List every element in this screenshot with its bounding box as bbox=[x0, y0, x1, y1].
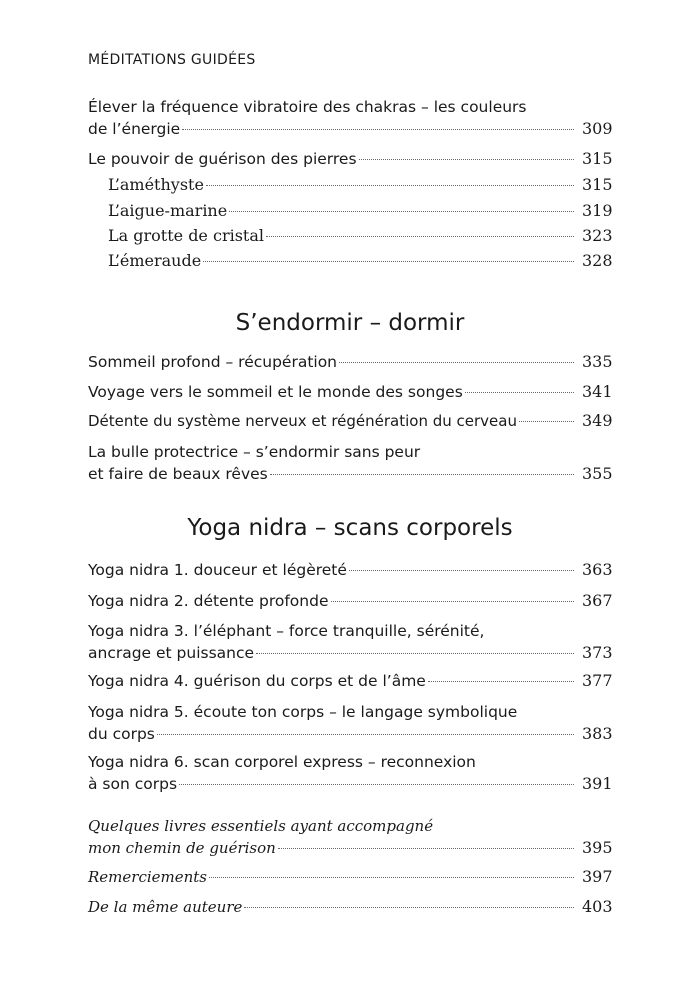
toc-entry-text: Le pouvoir de guérison des pierres bbox=[88, 150, 357, 168]
page-number: 319 bbox=[582, 201, 613, 220]
toc-entry-text: de l’énergie bbox=[88, 120, 181, 138]
running-head: MÉDITATIONS GUIDÉES bbox=[88, 52, 256, 68]
dot-leader bbox=[359, 159, 574, 160]
toc-entry-text: mon chemin de guérison bbox=[88, 839, 276, 857]
dot-leader bbox=[349, 570, 574, 571]
toc-entry-text: Yoga nidra 3. l’éléphant – force tranquille, sérénité, bbox=[88, 622, 485, 640]
toc-entry-text: Yoga nidra 4. guérison du corps et de l’âme bbox=[88, 672, 426, 690]
page-number: 391 bbox=[582, 774, 613, 793]
section-title: Yoga nidra – scans corporels bbox=[187, 515, 513, 541]
toc-entry-text: La bulle protectrice – s’endormir sans peur bbox=[88, 443, 421, 461]
toc-subentry[interactable] bbox=[108, 225, 612, 247]
page-number: 315 bbox=[582, 149, 613, 168]
toc-entry-text: La grotte de cristal bbox=[108, 226, 265, 245]
toc-entry[interactable] bbox=[88, 815, 612, 859]
page-number: 383 bbox=[582, 724, 613, 743]
toc-entry-text: du corps bbox=[88, 725, 155, 743]
toc-entry[interactable] bbox=[88, 751, 612, 795]
page-number: 367 bbox=[582, 591, 613, 610]
toc-entry[interactable] bbox=[88, 866, 612, 888]
toc-entry[interactable] bbox=[88, 559, 612, 581]
dot-leader bbox=[270, 474, 574, 475]
page-number: 397 bbox=[582, 867, 613, 886]
page-number: 403 bbox=[582, 897, 613, 916]
dot-leader bbox=[278, 848, 574, 849]
page-number: 377 bbox=[582, 671, 613, 690]
page-number: 315 bbox=[582, 175, 613, 194]
toc-entry[interactable] bbox=[88, 670, 612, 692]
page-number: 355 bbox=[582, 464, 613, 483]
toc-entry[interactable] bbox=[88, 410, 612, 432]
page-number: 341 bbox=[582, 382, 613, 401]
dot-leader bbox=[465, 392, 574, 393]
toc-entry-text: Yoga nidra 6. scan corporel express – reconnexion bbox=[88, 753, 476, 771]
page-number: 373 bbox=[582, 643, 613, 662]
toc-entry[interactable] bbox=[88, 96, 612, 140]
dot-leader bbox=[203, 261, 574, 262]
dot-leader bbox=[182, 129, 574, 130]
dot-leader bbox=[339, 362, 574, 363]
toc-entry-text: Sommeil profond – récupération bbox=[88, 353, 338, 371]
toc-entry-text: L’améthyste bbox=[108, 175, 204, 194]
toc-entry-text: Yoga nidra 1. douceur et légèreté bbox=[88, 561, 347, 579]
toc-entry-text: Voyage vers le sommeil et le monde des songes bbox=[88, 383, 463, 401]
toc-entry-text: ancrage et puissance bbox=[88, 644, 255, 662]
toc-entry-text: à son corps bbox=[88, 775, 178, 793]
dot-leader bbox=[179, 784, 574, 785]
toc-entry-text: De la même auteure bbox=[88, 898, 243, 916]
toc-entry-text: et faire de beaux rêves bbox=[88, 465, 268, 483]
toc-entry[interactable] bbox=[88, 381, 612, 403]
page-number: 349 bbox=[582, 411, 613, 430]
dot-leader bbox=[229, 211, 574, 212]
toc-entry[interactable] bbox=[88, 701, 612, 745]
toc-entry[interactable] bbox=[88, 896, 612, 918]
dot-leader bbox=[157, 734, 574, 735]
dot-leader bbox=[209, 877, 574, 878]
dot-leader bbox=[428, 681, 574, 682]
toc-entry[interactable] bbox=[88, 441, 612, 485]
toc-entry-text: Yoga nidra 2. détente profonde bbox=[88, 592, 329, 610]
page-number: 323 bbox=[582, 226, 613, 245]
page-number: 328 bbox=[582, 251, 613, 270]
page-number: 335 bbox=[582, 352, 613, 371]
toc-entry-text: Détente du système nerveux et régénération du cerveau bbox=[88, 412, 517, 430]
dot-leader bbox=[519, 421, 574, 422]
dot-leader bbox=[266, 236, 574, 237]
toc-entry[interactable] bbox=[88, 148, 612, 170]
dot-leader bbox=[256, 653, 574, 654]
section-title: S’endormir – dormir bbox=[235, 310, 465, 336]
dot-leader bbox=[331, 601, 575, 602]
toc-subentry[interactable] bbox=[108, 200, 612, 222]
toc-subentry[interactable] bbox=[108, 174, 612, 196]
toc-entry-text: Remerciements bbox=[88, 868, 208, 886]
toc-entry-text: L’émeraude bbox=[108, 251, 202, 270]
toc-subentry[interactable] bbox=[108, 250, 612, 272]
page-number: 395 bbox=[582, 838, 613, 857]
page-number: 363 bbox=[582, 560, 613, 579]
toc-entry[interactable] bbox=[88, 590, 612, 612]
page-number: 309 bbox=[582, 119, 613, 138]
toc-entry[interactable] bbox=[88, 351, 612, 373]
toc-entry-text: Élever la fréquence vibratoire des chakras – les couleurs bbox=[88, 98, 527, 116]
toc-entry-text: L’aigue-marine bbox=[108, 201, 228, 220]
toc-entry[interactable] bbox=[88, 620, 612, 664]
dot-leader bbox=[244, 907, 574, 908]
dot-leader bbox=[206, 185, 574, 186]
toc-entry-text: Quelques livres essentiels ayant accompagné bbox=[88, 817, 434, 835]
toc-entry-text: Yoga nidra 5. écoute ton corps – le langage symbolique bbox=[88, 703, 518, 721]
